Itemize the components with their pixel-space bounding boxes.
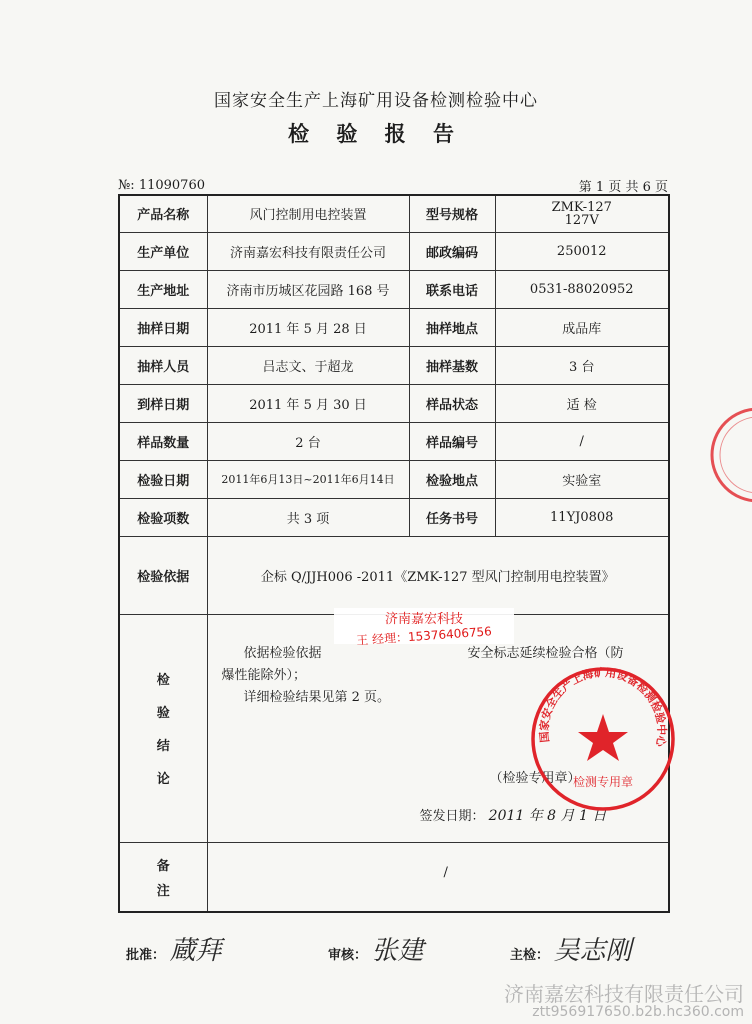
field-label: 抽样基数 — [409, 346, 495, 384]
field-label: 抽样地点 — [409, 308, 495, 346]
conclusion-line — [222, 643, 666, 665]
chief-signature: 吴志刚 — [553, 936, 632, 966]
table-row — [119, 270, 669, 308]
field-label: 检验日期 — [119, 460, 207, 498]
review-label: 审核： — [328, 948, 368, 963]
field-value: 共 3 项 — [207, 498, 409, 536]
approver — [126, 930, 222, 967]
field-label: 生产单位 — [119, 232, 207, 270]
field-value: 2011 年 5 月 28 日 — [207, 308, 409, 346]
table-row — [119, 498, 669, 536]
field-value: 250012 — [495, 232, 669, 270]
conclusion-line1-end: 安全标志延续检验合格（防 — [467, 645, 624, 661]
field-value: 成品库 — [495, 308, 669, 346]
review-signature: 张建 — [371, 936, 424, 966]
watermark-url: ztt956917650.b2b.hc360.com — [532, 1004, 744, 1020]
overlay-line2: 王 经理：15376406756 — [355, 624, 493, 648]
table-row — [119, 460, 669, 498]
overlay-line1: 济南嘉宏科技 — [384, 612, 463, 627]
organization-name: 国家安全生产上海矿用设备检测检验中心 — [214, 91, 538, 111]
label-char: 验 — [156, 706, 170, 721]
seal-star-icon — [578, 714, 628, 761]
table-row — [119, 346, 669, 384]
table-row — [119, 195, 669, 232]
remarks-label — [119, 842, 207, 912]
approve-signature: 蔵拜 — [169, 936, 222, 966]
edge-seal-inner-ring — [720, 417, 752, 493]
seal-caption: （检验专用章） — [489, 770, 581, 786]
field-value: / — [495, 422, 669, 460]
table-row — [119, 422, 669, 460]
field-label: 任务书号 — [409, 498, 495, 536]
field-label: 联系电话 — [409, 270, 495, 308]
label-char: 检 — [156, 673, 170, 688]
watermark-company: 济南嘉宏科技有限责任公司 — [504, 982, 744, 1006]
issue-date-value: 2011 年 8 月 1 日 — [488, 807, 607, 824]
issue-date-label: 签发日期： — [419, 808, 485, 824]
inspection-seal — [528, 664, 678, 814]
report-number: №: 11090760 — [118, 178, 205, 193]
field-value: 适 检 — [495, 384, 669, 422]
field-value: 2011 年 5 月 30 日 — [207, 384, 409, 422]
seal-bottom-text: 检测专用章 — [572, 775, 634, 789]
basis-row — [119, 536, 669, 614]
conclusion-label — [119, 614, 207, 842]
field-label: 样品编号 — [409, 422, 495, 460]
company-overlay-stamp — [334, 608, 514, 648]
page-info: 第 1 页 共 6 页 — [578, 180, 668, 195]
field-label: 生产地址 — [119, 270, 207, 308]
field-label: 抽样人员 — [119, 346, 207, 384]
field-label: 产品名称 — [119, 195, 207, 232]
field-value: 实验室 — [495, 460, 669, 498]
label-char: 论 — [156, 772, 170, 787]
field-label: 样品状态 — [409, 384, 495, 422]
conclusion-line2: 爆性能除外）； — [221, 667, 307, 683]
field-label: 邮政编码 — [409, 232, 495, 270]
field-value: 济南市历城区花园路 168 号 — [207, 270, 409, 308]
field-label: 样品数量 — [119, 422, 207, 460]
approve-label: 批准： — [126, 948, 166, 963]
field-value: 11YJ0808 — [495, 498, 669, 536]
field-value: 3 台 — [495, 346, 669, 384]
field-label: 检验项数 — [119, 498, 207, 536]
field-value: 吕志文、于超龙 — [207, 346, 409, 384]
field-label: 检验地点 — [409, 460, 495, 498]
reviewer — [328, 930, 424, 967]
seal-ring-text: 国家安全生产上海矿用设备检测检验中心 — [537, 666, 669, 748]
conclusion-line3: 详细检验结果见第 2 页。 — [243, 689, 391, 705]
report-title: 检 验 报 告 — [288, 122, 464, 146]
edge-seal-fragment — [700, 400, 752, 510]
table-row — [119, 384, 669, 422]
field-value: 0531-88020952 — [495, 270, 669, 308]
label-char: 注 — [156, 883, 170, 899]
field-label: 抽样日期 — [119, 308, 207, 346]
voltage-line: 127V — [564, 212, 599, 228]
field-value: 2 台 — [207, 422, 409, 460]
remarks-body — [207, 842, 669, 912]
basis-label: 检验依据 — [119, 536, 207, 614]
edge-seal-ring — [712, 409, 752, 501]
chief-label: 主检： — [510, 948, 550, 963]
remarks-value: / — [443, 864, 448, 880]
chief-inspector — [510, 930, 632, 967]
field-value: 风门控制用电控装置 — [207, 195, 409, 232]
field-value: 济南嘉宏科技有限责任公司 — [207, 232, 409, 270]
table-row — [119, 308, 669, 346]
field-value — [495, 195, 669, 232]
label-char: 结 — [156, 739, 170, 754]
field-value: 2011年6月13日~2011年6月14日 — [207, 460, 409, 498]
basis-value: 企标 Q/JJH006 -2011《ZMK-127 型风门控制用电控装置》 — [207, 536, 669, 614]
label-char: 备 — [156, 858, 170, 874]
conclusion-line1-start: 依据检验依据 — [243, 645, 322, 661]
model-line: ZMK-127 — [551, 199, 612, 215]
remarks-row — [119, 842, 669, 912]
field-label: 型号规格 — [409, 195, 495, 232]
table-row — [119, 232, 669, 270]
field-label: 到样日期 — [119, 384, 207, 422]
